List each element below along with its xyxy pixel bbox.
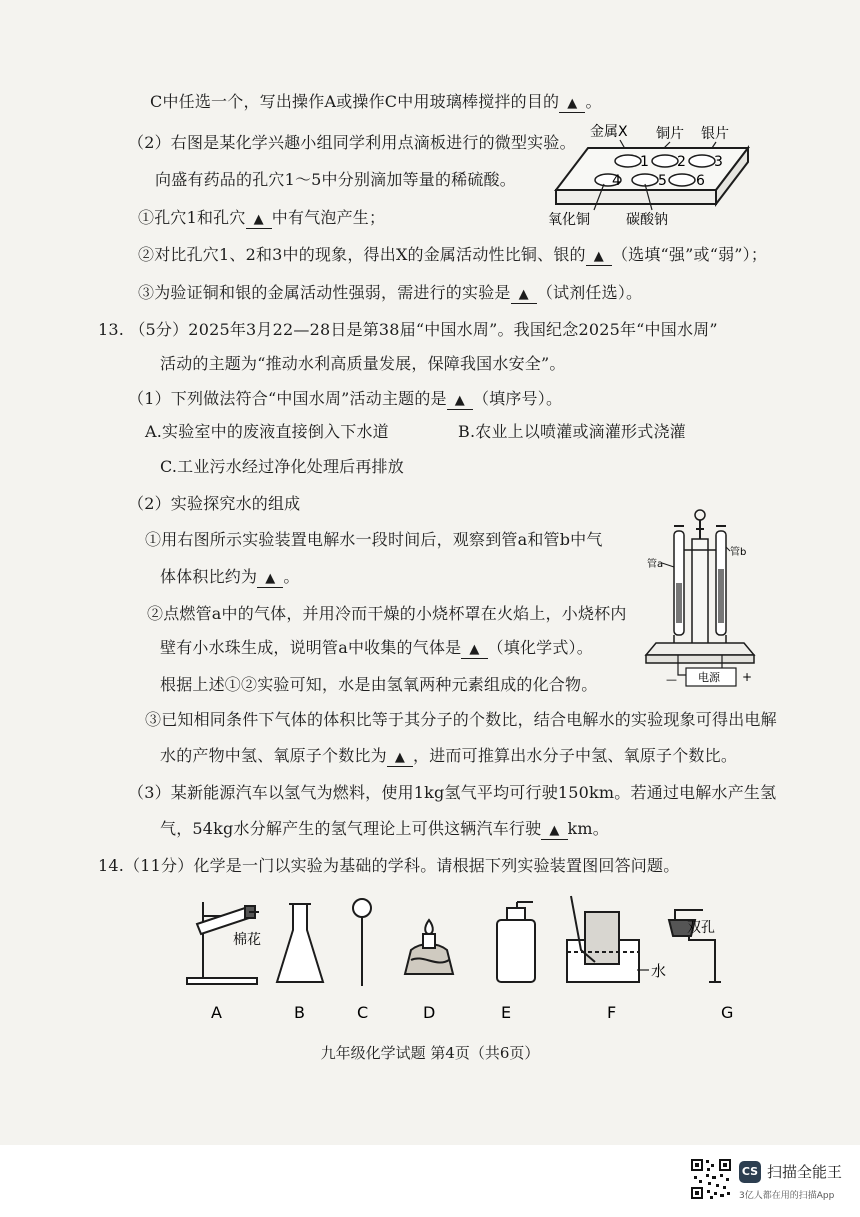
question-line: 根据上述①②实验可知，水是由氢氧两种元素组成的化合物。 [160, 675, 598, 694]
label-e: E [501, 1003, 512, 1022]
option-a: A.实验室中的废液直接倒入下水道 [145, 422, 389, 441]
answer-blank: ▲ [246, 212, 272, 229]
answer-blank: ▲ [586, 249, 612, 266]
label-water: 水 [651, 962, 667, 980]
label-sodium-carbonate: 碳酸钠 [626, 212, 668, 228]
scanner-app-tagline: 3亿人都在用的扫描App [739, 1191, 835, 1201]
option-b: B.农业上以喷灌或滴灌形式浇灌 [458, 422, 686, 441]
label-cotton: 棉花 [233, 932, 261, 948]
label-d: D [423, 1003, 436, 1022]
label-copper-oxide: 氧化铜 [548, 212, 590, 228]
apparatus-c [353, 899, 371, 986]
scanner-app-name: 扫描全能王 [767, 1163, 843, 1181]
label-tube-a: 管a [647, 559, 664, 570]
question-line: ②对比孔穴1、2和3中的现象，得出X的金属活动性比铜、银的 ▲ （选填“强”或“弱”）； [138, 245, 768, 264]
question-line: 向盛有药品的孔穴1～5中分别滴加等量的稀硫酸。 [155, 170, 516, 189]
question-line: （1）下列做法符合“中国水周”活动主题的是 ▲ （填序号）。 [128, 389, 563, 408]
question-line: （3）某新能源汽车以氢气为燃料，使用1kg氢气平均可行驶150km。若通过电解水产生氢 [128, 783, 777, 802]
label-silver: 银片 [701, 126, 729, 142]
apparatus-b [277, 904, 323, 982]
hole-6: 6 [696, 173, 705, 189]
label-power: 电源 [698, 671, 720, 684]
label-copper: 铜片 [656, 126, 684, 142]
camscanner-logo: CS [739, 1161, 761, 1183]
question-13-header: 13. （5分）2025年3月22—28日是第38届“中国水周”。我国纪念2025年“中国水周” [98, 320, 718, 339]
label-minus: — [666, 673, 677, 686]
hole-5: 5 [658, 173, 667, 189]
option-c: C.工业污水经过净化处理后再排放 [160, 457, 404, 476]
question-line: 体体积比约为 ▲ 。 [160, 567, 300, 586]
question-line: （2）实验探究水的组成 [128, 494, 301, 513]
label-g: G [721, 1003, 734, 1022]
qr-code-icon [690, 1158, 732, 1200]
question-line: ①用右图所示实验装置电解水一段时间后，观察到管a和管b中气 [145, 530, 603, 549]
electrolysis-apparatus [640, 505, 768, 691]
question-line: 壁有小水珠生成，说明管a中收集的气体是 ▲ （填化学式）。 [160, 638, 593, 657]
apparatus-e [497, 902, 535, 982]
apparatus-f [567, 896, 639, 982]
answer-blank: ▲ [541, 823, 567, 840]
question-line: ②点燃管a中的气体，并用冷而干燥的小烧杯罩在火焰上，小烧杯内 [147, 604, 627, 623]
answer-blank: ▲ [559, 96, 585, 113]
apparatus-d [405, 920, 453, 974]
label-double-hole: 双孔 [687, 920, 715, 936]
answer-blank: ▲ [447, 393, 473, 410]
label-a: A [211, 1003, 222, 1022]
hole-2: 2 [677, 154, 686, 170]
question-line: （2）右图是某化学兴趣小组同学利用点滴板进行的微型实验。 [128, 133, 576, 152]
label-plus: + [742, 670, 753, 684]
question-line: 气，54kg水分解产生的氢气理论上可供这辆汽车行驶 ▲ km。 [160, 819, 609, 838]
answer-blank: ▲ [257, 571, 283, 588]
hole-4: 4 [612, 173, 621, 189]
hole-1: 1 [640, 154, 649, 170]
question-line: ①孔穴1和孔穴 ▲ 中有气泡产生； [138, 208, 386, 227]
answer-blank: ▲ [511, 287, 537, 304]
hole-3: 3 [714, 154, 723, 170]
answer-blank: ▲ [461, 642, 487, 659]
label-metal-x: 金属X [590, 124, 628, 140]
label-f: F [607, 1003, 617, 1022]
question-line: ③已知相同条件下气体的体积比等于其分子的个数比，结合电解水的实验现象可得出电解 [145, 710, 777, 729]
question-line: C中任选一个，写出操作A或操作C中用玻璃棒搅拌的目的 ▲ 。 [150, 92, 602, 111]
spot-plate-figure [548, 118, 758, 230]
answer-blank: ▲ [387, 750, 413, 767]
question-line: ③为验证铜和银的金属活动性强弱，需进行的实验是 ▲ （试剂任选）。 [138, 283, 643, 302]
label-c: C [357, 1003, 369, 1022]
question-line: 水的产物中氢、氧原子个数比为 ▲ ，进而可推算出水分子中氢、氧原子个数比。 [160, 746, 738, 765]
label-tube-b: 管b [730, 547, 747, 558]
page-footer: 九年级化学试题 第4页（共6页） [320, 1044, 540, 1062]
lab-apparatus-row [175, 890, 775, 1030]
label-b: B [294, 1003, 305, 1022]
question-line: 活动的主题为“推动水利高质量发展，保障我国水安全”。 [160, 354, 566, 373]
question-14-header: 14.（11分）化学是一门以实验为基础的学科。请根据下列实验装置图回答问题。 [98, 856, 680, 875]
